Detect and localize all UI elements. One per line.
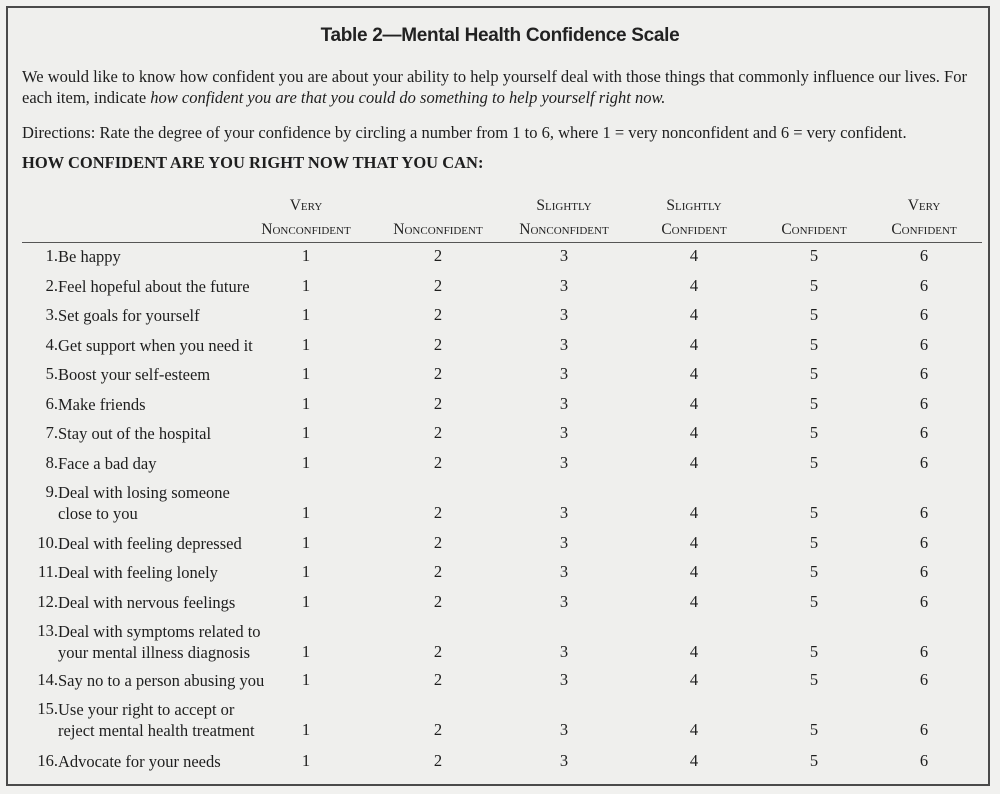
rating-option-3[interactable]: 3 bbox=[559, 533, 569, 552]
rating-option-6[interactable]: 6 bbox=[919, 592, 929, 611]
rating-option-3[interactable]: 3 bbox=[559, 453, 569, 472]
item-label bbox=[58, 305, 298, 326]
item-label bbox=[58, 364, 298, 385]
item-label-line1: Deal with losing someone bbox=[58, 483, 230, 502]
item-number: 2. bbox=[45, 276, 58, 295]
item-label-line1: Deal with symptoms related to bbox=[58, 622, 261, 641]
item-label-line1: Deal with feeling lonely bbox=[58, 563, 218, 582]
rating-option-6[interactable]: 6 bbox=[919, 246, 929, 265]
rating-option-2[interactable]: 2 bbox=[433, 246, 443, 265]
rating-option-4[interactable]: 4 bbox=[689, 562, 699, 581]
item-label-line1: Get support when you need it bbox=[58, 336, 253, 355]
rating-option-6[interactable]: 6 bbox=[919, 562, 929, 581]
question-heading: HOW CONFIDENT ARE YOU RIGHT NOW THAT YOU CAN: bbox=[22, 153, 484, 172]
column-header-line1: Very bbox=[289, 197, 323, 214]
column-header-line2: Nonconfident bbox=[261, 221, 351, 238]
rating-option-3[interactable]: 3 bbox=[559, 670, 569, 689]
rating-option-2[interactable]: 2 bbox=[433, 276, 443, 295]
rating-option-5[interactable]: 5 bbox=[809, 364, 819, 383]
item-number: 3. bbox=[45, 305, 58, 324]
rating-option-2[interactable]: 2 bbox=[433, 670, 443, 689]
rating-option-6[interactable]: 6 bbox=[919, 533, 929, 552]
item-label-line1: Boost your self-esteem bbox=[58, 365, 211, 384]
rating-option-2[interactable]: 2 bbox=[433, 592, 443, 611]
item-number: 9. bbox=[45, 482, 58, 501]
rating-option-6[interactable]: 6 bbox=[919, 305, 929, 324]
rating-option-5[interactable]: 5 bbox=[809, 305, 819, 324]
rating-option-4[interactable]: 4 bbox=[689, 592, 699, 611]
rating-option-2[interactable]: 2 bbox=[433, 533, 443, 552]
rating-option-4[interactable]: 4 bbox=[689, 394, 699, 413]
column-header-6 bbox=[854, 194, 994, 242]
rating-option-4[interactable]: 4 bbox=[689, 533, 699, 552]
item-number: 16. bbox=[37, 751, 58, 770]
item-label bbox=[58, 751, 298, 772]
rating-option-2[interactable]: 2 bbox=[433, 562, 443, 581]
rating-option-5[interactable]: 5 bbox=[809, 562, 819, 581]
rating-option-2[interactable]: 2 bbox=[433, 751, 443, 770]
intro-paragraph bbox=[22, 66, 972, 108]
item-label bbox=[58, 423, 298, 444]
rating-option-5[interactable]: 5 bbox=[809, 394, 819, 413]
item-label-line2: reject mental health treatment bbox=[58, 721, 255, 740]
rating-option-6[interactable]: 6 bbox=[919, 642, 929, 661]
rating-option-4[interactable]: 4 bbox=[689, 751, 699, 770]
rating-option-4[interactable]: 4 bbox=[689, 423, 699, 442]
rating-option-4[interactable]: 4 bbox=[689, 670, 699, 689]
column-header-line1: Slightly bbox=[666, 197, 722, 214]
rating-option-5[interactable]: 5 bbox=[809, 670, 819, 689]
rating-option-6[interactable]: 6 bbox=[919, 751, 929, 770]
item-label-line1: Be happy bbox=[58, 247, 121, 266]
item-label-line1: Make friends bbox=[58, 395, 146, 414]
column-header-line1: Very bbox=[907, 197, 941, 214]
rating-option-2[interactable]: 2 bbox=[433, 305, 443, 324]
rating-option-3[interactable]: 3 bbox=[559, 503, 569, 522]
rating-option-2[interactable]: 2 bbox=[433, 335, 443, 354]
rating-option-3[interactable]: 3 bbox=[559, 364, 569, 383]
rating-option-4[interactable]: 4 bbox=[689, 305, 699, 324]
rating-option-1[interactable]: 1 bbox=[301, 503, 311, 522]
rating-option-2[interactable]: 2 bbox=[433, 453, 443, 472]
item-number: 11. bbox=[37, 562, 58, 581]
item-label bbox=[58, 533, 298, 554]
rating-option-3[interactable]: 3 bbox=[559, 592, 569, 611]
item-number: 1. bbox=[45, 246, 58, 265]
column-header-line1: Slightly bbox=[536, 197, 592, 214]
rating-option-4[interactable]: 4 bbox=[689, 246, 699, 265]
rating-option-6[interactable]: 6 bbox=[919, 364, 929, 383]
intro-emphasis: how confident you are that you could do something to help yourself right now. bbox=[150, 88, 666, 107]
column-header-line2: Nonconfident bbox=[393, 221, 483, 238]
column-header-line2: Confident bbox=[781, 221, 847, 238]
item-number: 10. bbox=[37, 533, 58, 552]
rating-option-1[interactable]: 1 bbox=[301, 246, 311, 265]
rating-option-4[interactable]: 4 bbox=[689, 503, 699, 522]
rating-option-6[interactable]: 6 bbox=[919, 453, 929, 472]
rating-option-5[interactable]: 5 bbox=[809, 335, 819, 354]
rating-option-5[interactable]: 5 bbox=[809, 503, 819, 522]
rating-option-4[interactable]: 4 bbox=[689, 335, 699, 354]
column-header-line2: Confident bbox=[891, 221, 957, 238]
column-header-line2: Confident bbox=[661, 221, 727, 238]
column-header-3 bbox=[494, 194, 634, 242]
item-number: 6. bbox=[45, 394, 58, 413]
rating-option-5[interactable]: 5 bbox=[809, 720, 819, 739]
rating-option-3[interactable]: 3 bbox=[559, 305, 569, 324]
item-label bbox=[58, 670, 298, 691]
item-label bbox=[58, 621, 298, 663]
rating-option-2[interactable]: 2 bbox=[433, 720, 443, 739]
column-header-line1 bbox=[368, 194, 508, 218]
item-label bbox=[58, 453, 298, 474]
rating-option-3[interactable]: 3 bbox=[559, 720, 569, 739]
rating-option-6[interactable]: 6 bbox=[919, 394, 929, 413]
rating-option-2[interactable]: 2 bbox=[433, 642, 443, 661]
rating-option-4[interactable]: 4 bbox=[689, 276, 699, 295]
scale-table-frame bbox=[6, 6, 990, 786]
column-header-1 bbox=[236, 194, 376, 242]
rating-option-5[interactable]: 5 bbox=[809, 533, 819, 552]
rating-option-6[interactable]: 6 bbox=[919, 720, 929, 739]
rating-option-3[interactable]: 3 bbox=[559, 394, 569, 413]
item-number: 15. bbox=[37, 699, 58, 718]
rating-option-2[interactable]: 2 bbox=[433, 423, 443, 442]
item-number: 5. bbox=[45, 364, 58, 383]
item-number: 13. bbox=[37, 621, 58, 640]
table-title: Table 2—Mental Health Confidence Scale bbox=[320, 25, 680, 46]
rating-option-3[interactable]: 3 bbox=[559, 751, 569, 770]
rating-option-1[interactable]: 1 bbox=[301, 394, 311, 413]
column-header-4 bbox=[624, 194, 764, 242]
header-divider bbox=[22, 242, 982, 243]
directions-text: Directions: Rate the degree of your confidence by circling a number from 1 to 6, where 1 = very nonconfident and 6 = very confident. bbox=[22, 123, 907, 142]
item-label-line1: Deal with nervous feelings bbox=[58, 593, 236, 612]
item-label bbox=[58, 394, 298, 415]
rating-option-3[interactable]: 3 bbox=[559, 276, 569, 295]
rating-option-2[interactable]: 2 bbox=[433, 394, 443, 413]
rating-option-5[interactable]: 5 bbox=[809, 423, 819, 442]
rating-option-1[interactable]: 1 bbox=[301, 533, 311, 552]
rating-option-5[interactable]: 5 bbox=[809, 642, 819, 661]
column-header-line2: Nonconfident bbox=[519, 221, 609, 238]
rating-option-5[interactable]: 5 bbox=[809, 246, 819, 265]
rating-option-3[interactable]: 3 bbox=[559, 562, 569, 581]
intro-text: We would like to know how confident you are about your ability to help yourself deal with those things that commonly influence our lives. For each item, indicate bbox=[22, 67, 967, 107]
rating-option-3[interactable]: 3 bbox=[559, 423, 569, 442]
item-label-line2: your mental illness diagnosis bbox=[58, 643, 251, 662]
rating-option-1[interactable]: 1 bbox=[301, 335, 311, 354]
column-header-2 bbox=[368, 194, 508, 242]
item-label bbox=[58, 699, 298, 741]
rating-option-5[interactable]: 5 bbox=[809, 751, 819, 770]
rating-option-6[interactable]: 6 bbox=[919, 335, 929, 354]
item-label-line1: Deal with feeling depressed bbox=[58, 534, 242, 553]
rating-option-1[interactable]: 1 bbox=[301, 453, 311, 472]
item-label bbox=[58, 592, 298, 613]
rating-option-3[interactable]: 3 bbox=[559, 335, 569, 354]
rating-option-1[interactable]: 1 bbox=[301, 720, 311, 739]
item-label-line2: close to you bbox=[58, 504, 138, 523]
item-label-line1: Advocate for your needs bbox=[58, 752, 221, 771]
item-label bbox=[58, 335, 298, 356]
item-label bbox=[58, 562, 298, 583]
rating-option-6[interactable]: 6 bbox=[919, 423, 929, 442]
item-label-line1: Face a bad day bbox=[58, 454, 157, 473]
rating-option-1[interactable]: 1 bbox=[301, 276, 311, 295]
item-label bbox=[58, 482, 298, 524]
rating-option-4[interactable]: 4 bbox=[689, 453, 699, 472]
rating-option-5[interactable]: 5 bbox=[809, 453, 819, 472]
item-label bbox=[58, 276, 298, 297]
rating-option-5[interactable]: 5 bbox=[809, 592, 819, 611]
rating-option-3[interactable]: 3 bbox=[559, 246, 569, 265]
rating-option-3[interactable]: 3 bbox=[559, 642, 569, 661]
rating-option-6[interactable]: 6 bbox=[919, 503, 929, 522]
rating-option-2[interactable]: 2 bbox=[433, 503, 443, 522]
item-number: 7. bbox=[45, 423, 58, 442]
rating-option-5[interactable]: 5 bbox=[809, 276, 819, 295]
rating-option-6[interactable]: 6 bbox=[919, 670, 929, 689]
item-label-line1: Feel hopeful about the future bbox=[58, 277, 250, 296]
rating-option-1[interactable]: 1 bbox=[301, 642, 311, 661]
item-label-line1: Set goals for yourself bbox=[58, 306, 200, 325]
rating-option-1[interactable]: 1 bbox=[301, 592, 311, 611]
item-number: 14. bbox=[37, 670, 58, 689]
rating-option-1[interactable]: 1 bbox=[301, 305, 311, 324]
rating-option-4[interactable]: 4 bbox=[689, 642, 699, 661]
rating-option-1[interactable]: 1 bbox=[301, 751, 311, 770]
rating-option-1[interactable]: 1 bbox=[301, 670, 311, 689]
rating-option-4[interactable]: 4 bbox=[689, 720, 699, 739]
item-label-line1: Say no to a person abusing you bbox=[58, 671, 265, 690]
rating-option-4[interactable]: 4 bbox=[689, 364, 699, 383]
item-label-line1: Use your right to accept or bbox=[58, 700, 235, 719]
item-number: 8. bbox=[45, 453, 58, 472]
item-number: 4. bbox=[45, 335, 58, 354]
rating-option-1[interactable]: 1 bbox=[301, 364, 311, 383]
rating-option-1[interactable]: 1 bbox=[301, 562, 311, 581]
item-number: 12. bbox=[37, 592, 58, 611]
rating-option-1[interactable]: 1 bbox=[301, 423, 311, 442]
rating-option-6[interactable]: 6 bbox=[919, 276, 929, 295]
item-label-line1: Stay out of the hospital bbox=[58, 424, 212, 443]
item-label bbox=[58, 246, 298, 267]
rating-option-2[interactable]: 2 bbox=[433, 364, 443, 383]
